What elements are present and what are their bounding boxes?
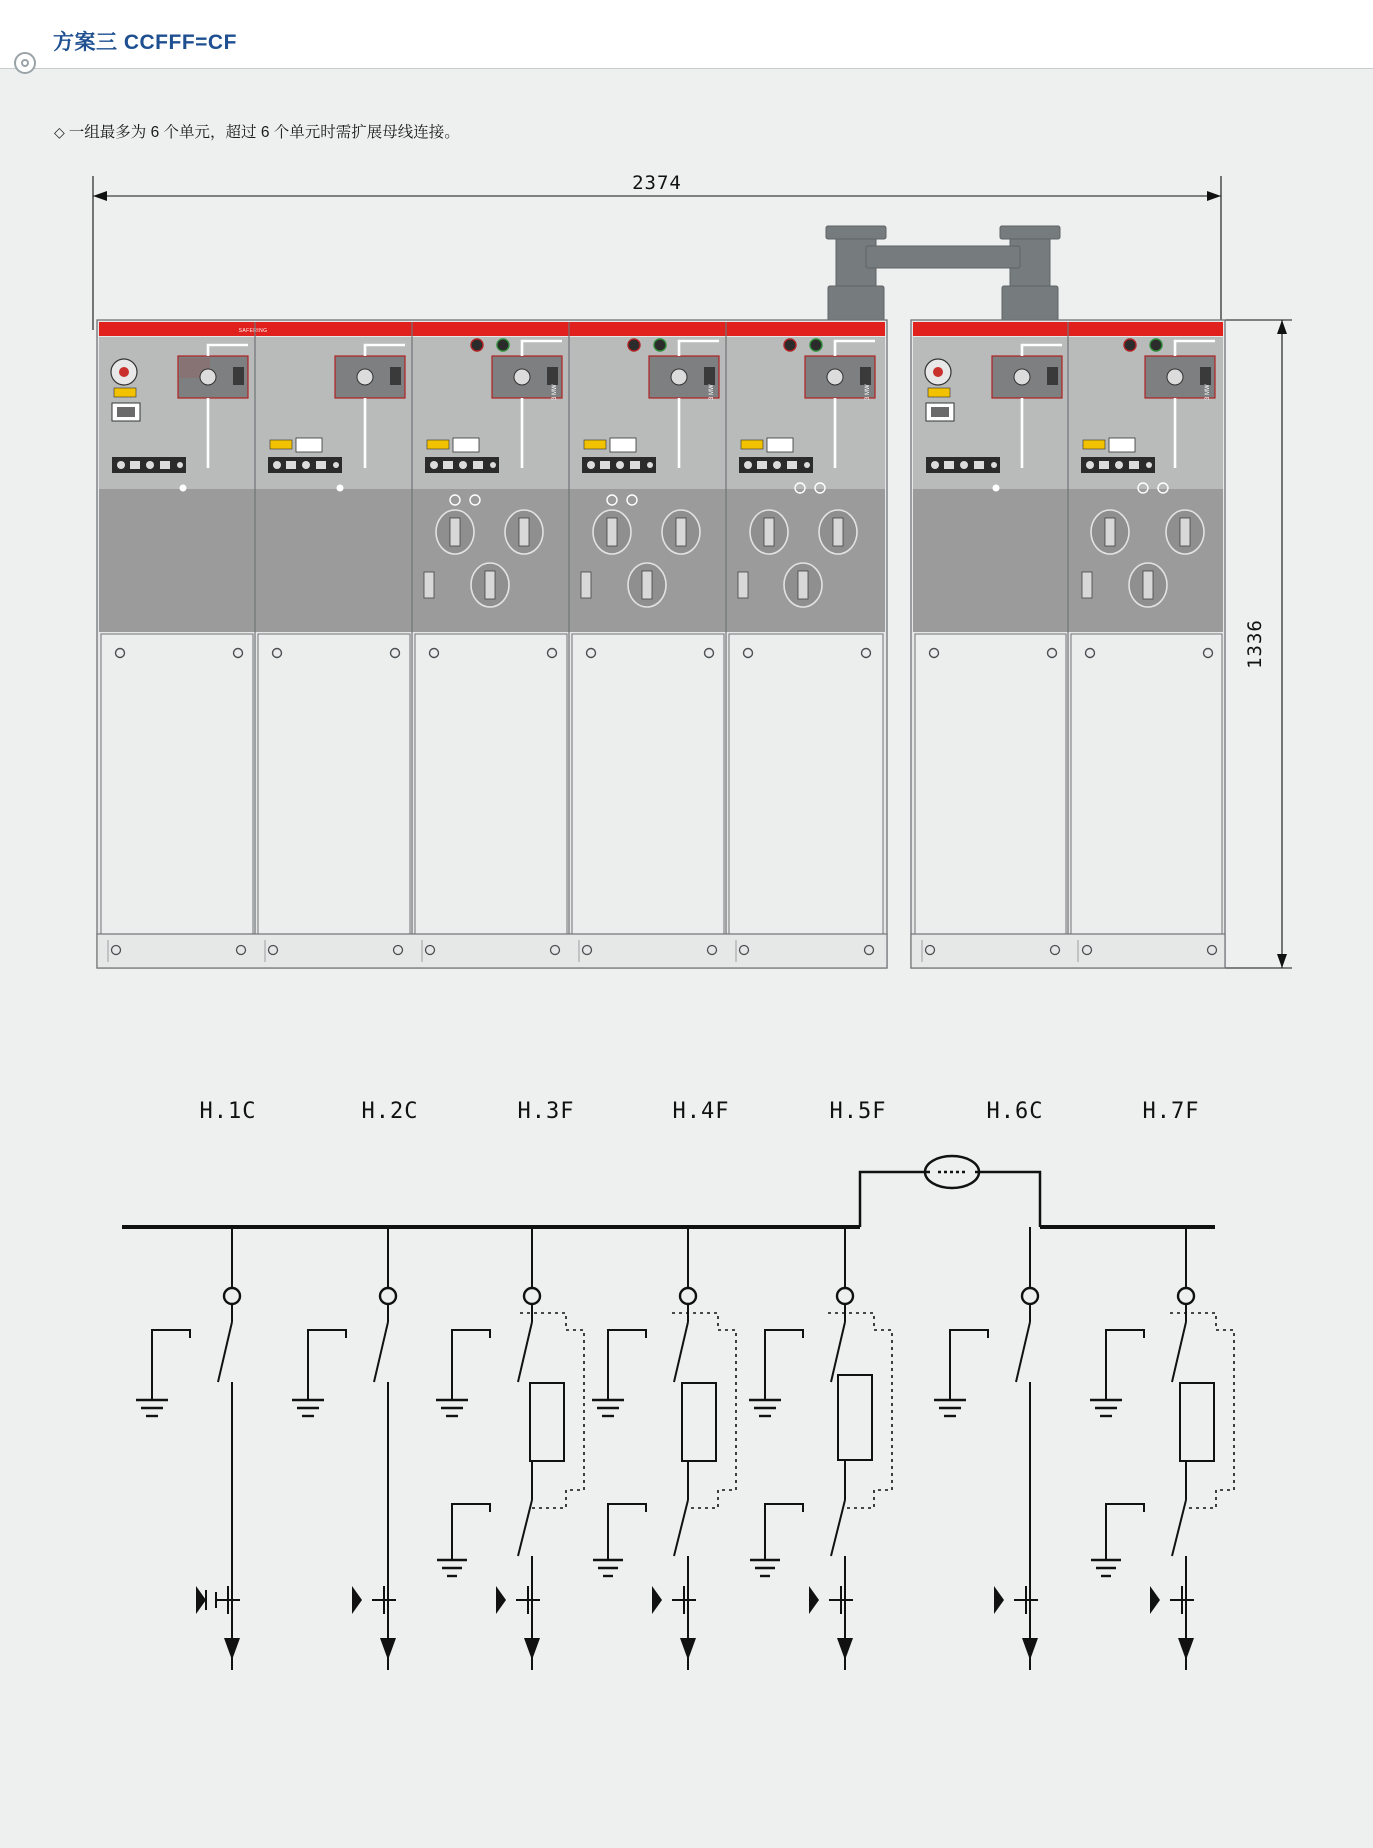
schematic-unit-3 [436,1227,584,1670]
schematic-label-3: H.3F [517,1099,575,1124]
schematic-diagram [122,1156,1234,1670]
page-title: 方案三 CCFFF=CF [53,31,237,54]
cabinet-plinth [97,934,1225,968]
module-side-label: 3 MW [865,384,871,400]
schematic-unit-4 [592,1227,736,1670]
schematic-label-7: H.7F [1142,1099,1200,1124]
schematic-label-4: H.4F [672,1099,730,1124]
schematic-unit-6 [934,1227,1038,1670]
brand-label: SAFERING [238,328,268,334]
schematic-unit-5 [749,1227,892,1670]
schematic-unit-1 [136,1227,240,1670]
schematic-label-1: H.1C [199,1099,257,1124]
cabinet-lower-doors [101,634,1222,934]
module-side-label: 3 MW [709,384,715,400]
schematic-label-6: H.6C [986,1099,1044,1124]
schematic-label-2: H.2C [361,1099,419,1124]
schematic-unit-7 [1090,1227,1234,1670]
diamond-icon: ◇ [54,124,65,140]
note-body: 一组最多为 6 个单元，超过 6 个单元时需扩展母线连接。 [68,124,460,141]
schematic-unit-2 [292,1227,396,1670]
module-side-label: 3 MW [552,384,558,400]
dimension-width-label: 2374 [632,172,682,194]
schematic-label-5: H.5F [829,1099,887,1124]
dimension-height-label: 1336 [1244,619,1266,669]
module-side-label: 3 MW [1205,384,1211,400]
busbar-bridge [826,226,1060,326]
